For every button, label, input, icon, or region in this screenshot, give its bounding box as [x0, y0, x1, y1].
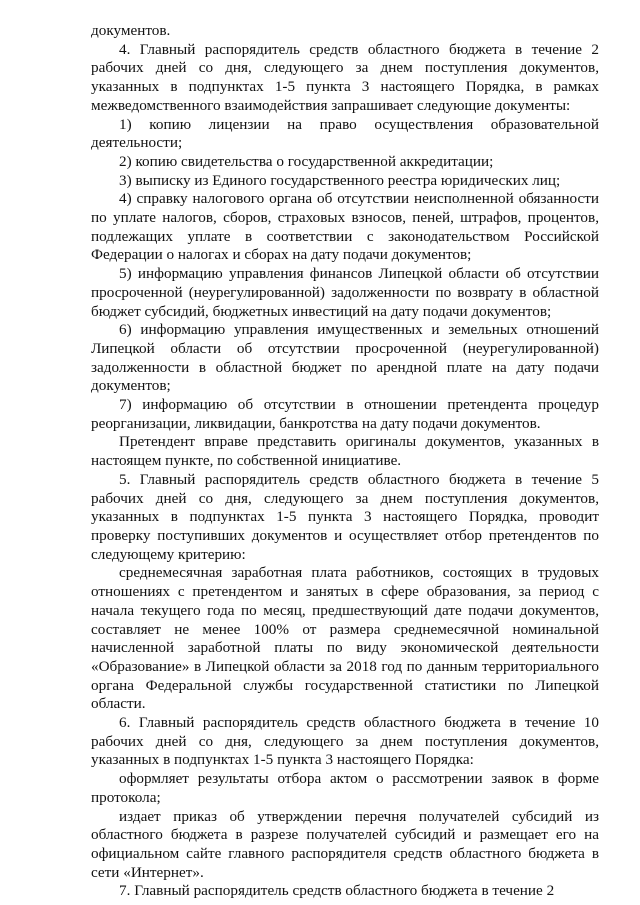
paragraph-item-7: 7. Главный распорядитель средств областного бюджета в течение 2	[119, 882, 555, 900]
paragraph-item-4: 4. Главный распорядитель средств областного бюджета в течение 2 рабочих дней со дня, следующего за днем поступления документов, указанных в подпунктах 1-5 пункта 3 настоящего Порядка, в рамках межведомственного взаимодействия запрашивает следующие документы:	[91, 40, 599, 114]
list-item-registry-extract: 3) выписку из Единого государственного реестра юридических лиц;	[119, 171, 561, 189]
document-page	[91, 22, 599, 901]
paragraph-originals-note: Претендент вправе представить оригиналы документов, указанных в настоящем пункте, по собственной инициативе.	[91, 433, 599, 470]
paragraph-order: издает приказ об утверждении перечня получателей субсидий из областного бюджета в разрезе получателей субсидий и размещает его на официальном сайте главного распорядителя средств областного бюджета в сети «Интернет».	[91, 807, 599, 881]
paragraph-protocol: оформляет результаты отбора актом о рассмотрении заявок в форме протокола;	[91, 770, 599, 806]
list-item-reorganization-info: 7) информацию об отсутствии в отношении претендента процедур реорганизации, ликвидации, банкротства на дату подачи документов.	[91, 396, 599, 432]
list-item-tax-certificate: 4) справку налогового органа об отсутствии неисполненной обязанности по уплате налогов, сборов, страховых взносов, пеней, штрафов, процентов, подлежащих уплате в соответствии с законодательством Российской Федерации о налогах и сборах на дату подачи документов;	[91, 190, 599, 264]
paragraph-salary-criterion: среднемесячная заработная плата работников, состоящих в трудовых отношениях с претендентом и занятых в сфере образования, за период с начала текущего года по месяц, предшествующий дате подачи документов, составляет не менее 100% от размера среднемесячной номинальной начисленной заработной платы по виду экономической деятельности «Образование» в Липецкой области за 2018 год по данным территориального органа Федеральной службы государственной статистики по Липецкой области.	[91, 564, 599, 713]
paragraph-item-6: 6. Главный распорядитель средств областного бюджета в течение 10 рабочих дней со дня, следующего за днем поступления документов, указанных в подпунктах 1-5 пункта 3 настоящего Порядка:	[91, 714, 599, 769]
paragraph-item-5: 5. Главный распорядитель средств областного бюджета в течение 5 рабочих дней со дня, следующего за днем поступления документов, указанных в подпунктах 1-5 пункта 3 настоящего Порядка, проводит проверку поступивших документов и осуществляет отбор претендентов по следующему критерию:	[91, 470, 599, 563]
list-item-property-info: 6) информацию управления имущественных и земельных отношений Липецкой области об отсутствии просроченной (неурегулированной) задолженности в областной бюджет по арендной плате на дату подачи документов;	[91, 321, 599, 395]
list-item-license: 1) копию лицензии на право осуществления образовательной деятельности;	[91, 115, 599, 152]
list-item-finance-info: 5) информацию управления финансов Липецкой области об отсутствии просроченной (неурегулированной) задолженности по возврату в областной бюджет субсидий, бюджетных инвестиций на дату подачи документов;	[91, 265, 599, 320]
list-item-accreditation: 2) копию свидетельства о государственной аккредитации;	[119, 152, 494, 170]
paragraph-continuation: документов.	[91, 22, 171, 39]
